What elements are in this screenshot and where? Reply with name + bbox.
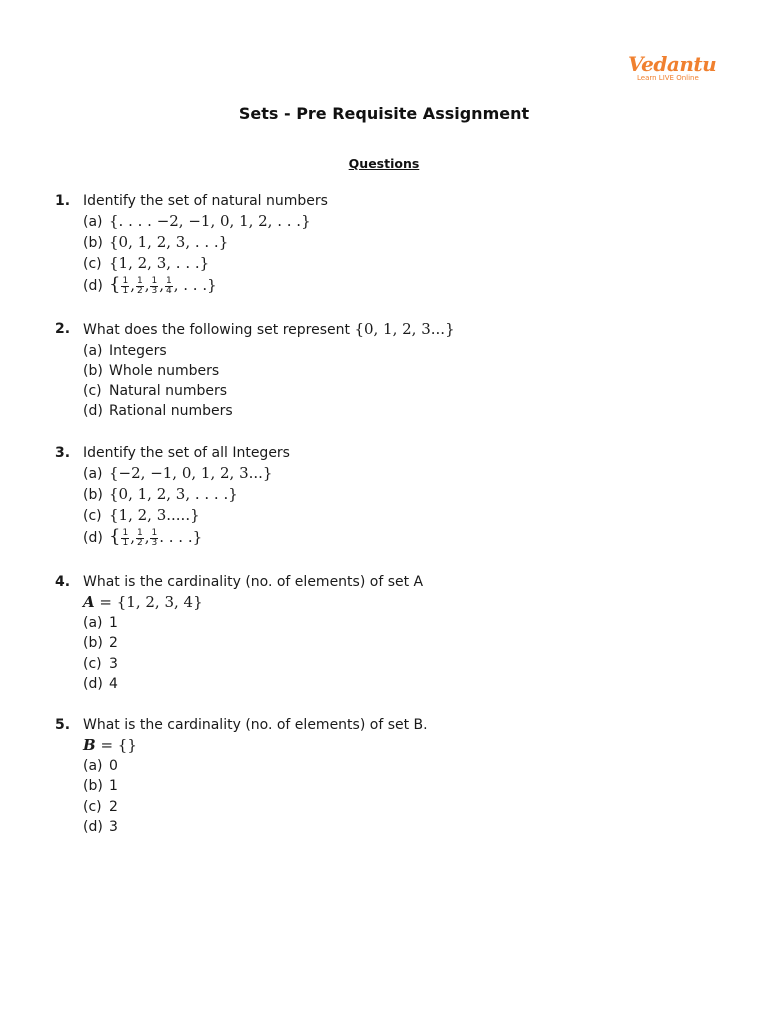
question-text: What does the following set represent {0, 1, 2, 3...} [83, 320, 455, 338]
option-value: {1, 2, 3, . . .} [109, 254, 210, 272]
question-number: 5. [55, 717, 71, 733]
option-value: 4 [109, 676, 118, 692]
question-text: What is the cardinality (no. of elements) of set B. [83, 717, 428, 733]
option-label: (c) [83, 383, 102, 399]
option-d: (d) { $\frac{1}{1}$ , $\frac{1}{2}$ , $\frac{1}{3}$ . . . .} [83, 526, 203, 548]
option-d [83, 817, 118, 837]
fraction: $\frac{1}{3}$ [151, 275, 158, 296]
option-tail: . . . .} [159, 528, 203, 546]
option-value: 0 [109, 758, 118, 774]
option-label: (c) [83, 656, 102, 672]
option-b [83, 484, 238, 505]
option-a [83, 211, 311, 232]
option-c [83, 797, 118, 817]
option-value: {−2, −1, 0, 1, 2, 3...} [109, 464, 273, 482]
option-label: (a) [83, 615, 103, 631]
option-label: (b) [83, 363, 103, 379]
option-b [83, 232, 228, 253]
option-label: (b) [83, 778, 103, 794]
option-value: Whole numbers [109, 363, 220, 379]
option-c [83, 654, 118, 674]
option-a [83, 756, 118, 776]
section-heading: Questions [348, 156, 420, 171]
option-label: (b) [83, 235, 103, 251]
option-tail: , . . .} [173, 276, 217, 294]
fraction: $\frac{1}{3}$ [151, 527, 158, 548]
option-label: (d) [83, 819, 103, 835]
fraction: $\frac{1}{1}$ [122, 275, 129, 296]
option-label: (d) [83, 403, 103, 419]
set-definition [83, 592, 203, 613]
option-label: (a) [83, 758, 103, 774]
option-a [83, 341, 167, 361]
option-value: Rational numbers [109, 403, 233, 419]
option-c [83, 253, 209, 274]
option-value: {0, 1, 2, 3, . . . .} [109, 485, 238, 503]
option-value: 3 [109, 819, 118, 835]
option-label: (d) [83, 278, 103, 294]
option-value: Natural numbers [109, 383, 228, 399]
option-d [83, 674, 118, 694]
page-title: Sets - Pre Requisite Assignment [238, 104, 530, 123]
set-definition [83, 735, 137, 756]
question-set: {0, 1, 2, 3...} [354, 320, 455, 338]
option-label: (b) [83, 487, 103, 503]
question-number: 2. [55, 321, 71, 337]
option-value: {1, 2, 3.....} [109, 506, 200, 524]
question-text: Identify the set of all Integers [83, 445, 290, 461]
question-text: What is the cardinality (no. of elements) of set A [83, 574, 424, 590]
logo-tagline: Learn LIVE Online [637, 74, 699, 82]
option-value: 3 [109, 656, 118, 672]
option-label: (a) [83, 466, 103, 482]
set-variable: A [83, 593, 95, 611]
option-d: (d) { $\frac{1}{1}$ , $\frac{1}{2}$ , $\frac{1}{3}$ , $\frac{1}{4}$ , . . .} [83, 274, 217, 296]
option-a [83, 463, 272, 484]
fraction: $\frac{1}{2}$ [136, 527, 143, 548]
option-label: (c) [83, 799, 102, 815]
set-value: = {1, 2, 3, 4} [94, 593, 203, 611]
option-label: (c) [83, 256, 102, 272]
option-value: {. . . . −2, −1, 0, 1, 2, . . .} [109, 212, 311, 230]
option-value: Integers [109, 343, 167, 359]
fraction: $\frac{1}{1}$ [122, 527, 129, 548]
option-value: 2 [109, 635, 118, 651]
option-label: (b) [83, 635, 103, 651]
option-label: (a) [83, 214, 103, 230]
option-d [83, 401, 233, 421]
fraction: $\frac{1}{4}$ [166, 275, 172, 296]
logo-brand: Vedantu [628, 52, 717, 76]
fraction: $\frac{1}{2}$ [136, 275, 143, 296]
option-label: (d) [83, 530, 103, 546]
set-variable: B [83, 736, 96, 754]
option-value: {0, 1, 2, 3, . . .} [109, 233, 229, 251]
vedantu-logo [628, 52, 717, 83]
option-value: 2 [109, 799, 118, 815]
question-number: 4. [55, 574, 71, 590]
option-b [83, 633, 118, 653]
option-value: 1 [109, 778, 118, 794]
option-label: (c) [83, 508, 102, 524]
option-a [83, 613, 118, 633]
option-label: (d) [83, 676, 103, 692]
question-number: 3. [55, 445, 71, 461]
question-number: 1. [55, 193, 71, 209]
option-c [83, 505, 200, 526]
set-value: = {} [95, 736, 137, 754]
option-label: (a) [83, 343, 103, 359]
question-text: Identify the set of natural numbers [83, 193, 328, 209]
option-b [83, 361, 219, 381]
option-value: 1 [109, 615, 118, 631]
option-c [83, 381, 227, 401]
option-b [83, 776, 118, 796]
